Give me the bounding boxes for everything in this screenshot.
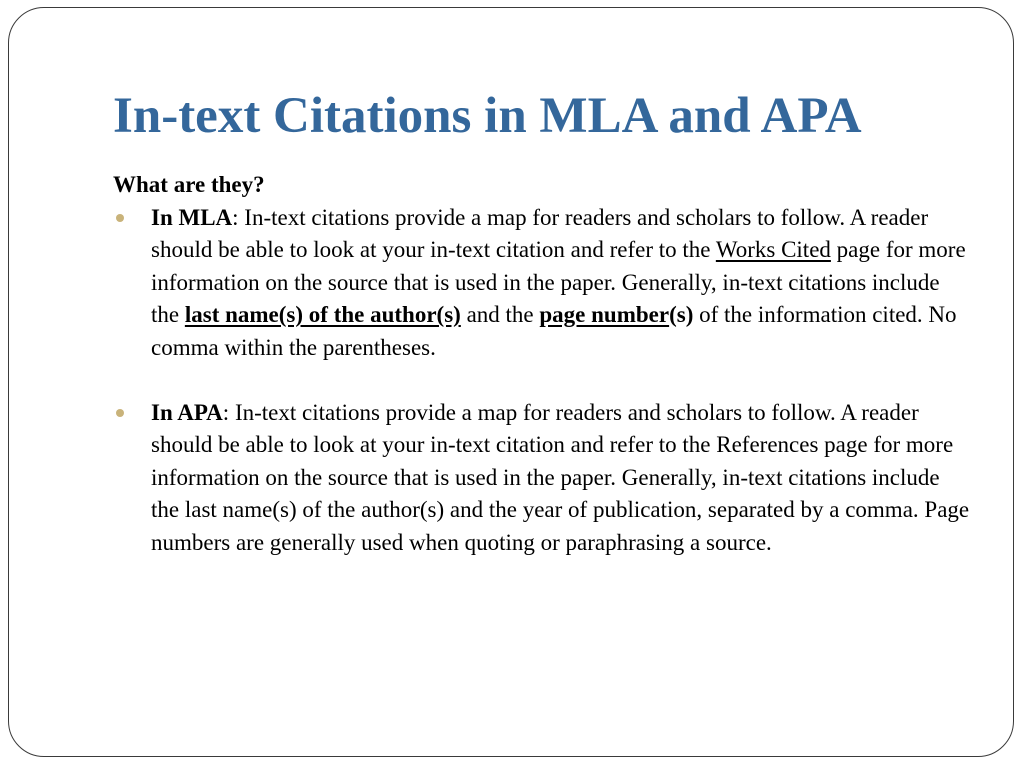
bullet-dot-icon bbox=[116, 214, 124, 222]
bullet-colon: : bbox=[222, 399, 235, 425]
bullet-text-part: and the bbox=[460, 302, 540, 327]
bullet-list bbox=[113, 202, 973, 560]
emphasis-page-number-suffix: (s) bbox=[669, 302, 694, 327]
bullet-text-part: of the information cited. No comma within the parentheses. bbox=[151, 302, 957, 360]
bullet-colon: : bbox=[232, 204, 245, 230]
bullet-text-part: In-text citations provide a map for readers and scholars to follow. A reader should be able to look at your in-text citation and refer to the bbox=[151, 204, 929, 262]
slide-body bbox=[113, 169, 973, 559]
subheading: What are they? bbox=[113, 172, 265, 197]
bullet-label-mla: In MLA bbox=[151, 204, 233, 230]
bullet-dot-icon bbox=[116, 409, 124, 417]
emphasis-page-number: page number bbox=[539, 302, 670, 327]
slide-title: In-text Citations in MLA and APA bbox=[113, 88, 862, 144]
bullet-text-part: In-text citations provide a map for readers and scholars to follow. A reader should be able to look at your in-text citation and refer to the References page for more information on the source that is used in the paper. Generally, in-text citations include the last name(s) of the author(s) and the year of publication, separated by a comma. Page numbers are generally used when quoting or paraphrasing a source. bbox=[151, 399, 970, 555]
bullet-mla bbox=[113, 202, 973, 365]
bullet-apa bbox=[113, 397, 973, 560]
bullet-text-part: page for more information on the source that is used in the paper. Generally, in-text citations include the bbox=[151, 237, 966, 327]
bullet-label-apa: In APA bbox=[151, 399, 223, 425]
works-cited-text: Works Cited bbox=[715, 237, 831, 262]
emphasis-last-names: last name(s) of the author(s) bbox=[184, 302, 461, 327]
